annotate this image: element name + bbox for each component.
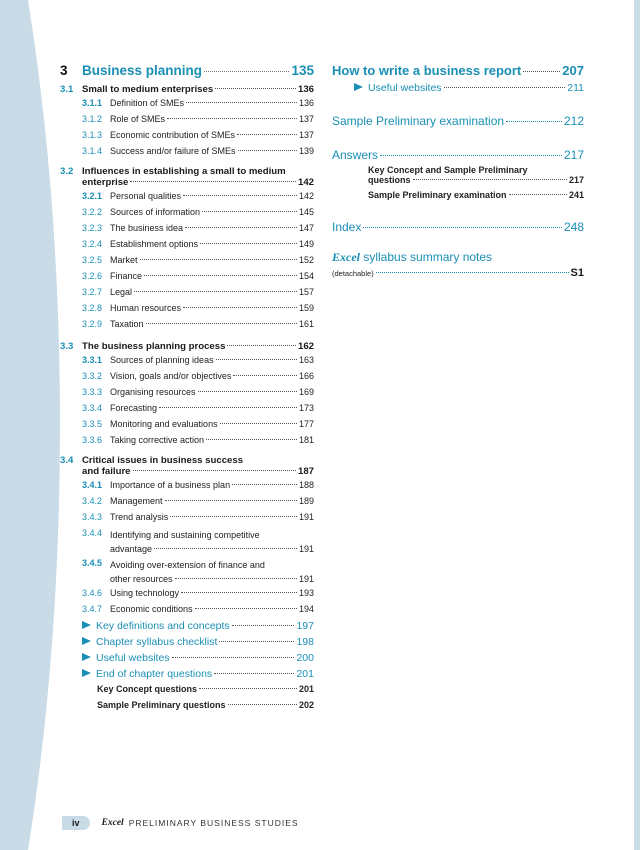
subsection-title: Trend analysis [110, 512, 169, 522]
subsection-title: Establishment options [110, 239, 199, 249]
question-title: Sample Preliminary questions [97, 700, 226, 710]
subsection-entry[interactable] [60, 271, 314, 287]
section-page: 162 [297, 341, 314, 352]
subsection-page: 149 [298, 239, 314, 249]
leader-dots [238, 150, 297, 151]
subsection-title-line1: Avoiding over-extension of finance and [110, 560, 265, 570]
subsection-entry[interactable] [60, 114, 314, 130]
chapter-title: Business planning [82, 63, 203, 78]
subsection-title: Importance of a business plan [110, 480, 231, 490]
subsection-entry[interactable] [60, 604, 314, 620]
leader-dots [200, 243, 297, 244]
feature-entry[interactable] [60, 652, 314, 668]
leader-dots [202, 211, 297, 212]
subsection-entry[interactable] [60, 255, 314, 271]
subsection-number: 3.4.3 [82, 512, 103, 522]
section-title: Small to medium enterprises [82, 84, 214, 95]
subsection-title-line1: Identifying and sustaining competitive [110, 530, 260, 540]
question-title: Key Concept questions [97, 684, 198, 694]
excel-logo: Excel [332, 250, 360, 264]
subsection-title: Taxation [110, 319, 144, 329]
subsection-number: 3.3.4 [82, 403, 103, 413]
leader-dots [154, 548, 297, 549]
subsection-title: Taking corrective action [110, 435, 205, 445]
leader-dots [130, 181, 296, 182]
subsection-number: 3.3.1 [82, 355, 103, 365]
subsection-number: 3.3.3 [82, 387, 103, 397]
subsection-number: 3.1.2 [82, 114, 103, 124]
subsection-number: 3.2.8 [82, 303, 103, 313]
leader-dots [215, 88, 296, 89]
feature-entry[interactable] [60, 620, 314, 636]
leader-dots [380, 155, 562, 156]
subsection-entry[interactable] [60, 588, 314, 604]
subsection-page: 159 [298, 303, 314, 313]
subsection-entry[interactable] [60, 435, 314, 451]
leader-dots [134, 291, 297, 292]
toc-left-column [60, 63, 314, 716]
subsection-page: 169 [298, 387, 314, 397]
subsection-page: 191 [298, 574, 314, 584]
entry-title-line2: questions [368, 175, 411, 185]
entry-page: 212 [563, 114, 584, 128]
subsection-number: 3.2.9 [82, 319, 103, 329]
question-entry[interactable] [60, 684, 314, 700]
leader-dots [167, 118, 297, 119]
arrow-bullet-icon [82, 669, 91, 677]
subsection-page: 188 [298, 480, 314, 490]
subsection-entry[interactable] [60, 287, 314, 303]
entry-page: 248 [563, 220, 584, 234]
feature-title: Useful websites [96, 652, 170, 664]
subsection-entry[interactable] [60, 371, 314, 387]
subsection-entry[interactable] [60, 558, 314, 586]
page-number: iv [62, 816, 90, 830]
subsection-entry[interactable] [60, 355, 314, 371]
footer-excel-logo: Excel [101, 818, 124, 828]
section-title-line2: and failure [82, 466, 131, 477]
subsection-number: 3.4.5 [82, 558, 103, 568]
subsection-number: 3.2.5 [82, 255, 103, 265]
subsection-title: Organising resources [110, 387, 196, 397]
subsection-number: 3.2.4 [82, 239, 103, 249]
leader-dots [159, 407, 297, 408]
section-page: 187 [297, 466, 314, 477]
subsection-entry[interactable] [60, 319, 314, 335]
entry-page: 211 [567, 82, 584, 94]
leader-dots [232, 484, 297, 485]
leader-dots [237, 134, 297, 135]
toc-entry-answers-key-concept[interactable] [332, 165, 584, 185]
feature-title: Chapter syllabus checklist [96, 636, 218, 648]
subsection-title: Management [110, 496, 163, 506]
subsection-page: 191 [298, 544, 314, 554]
subsection-number: 3.2.6 [82, 271, 103, 281]
subsection-title-line2: advantage [110, 544, 153, 554]
subsection-page: 189 [298, 496, 314, 506]
leader-dots [172, 657, 295, 658]
subsection-page: 191 [298, 512, 314, 522]
leader-dots [140, 259, 297, 260]
section-3-2[interactable] [60, 166, 314, 188]
subsection-page: 181 [298, 435, 314, 445]
subsection-entry[interactable] [60, 223, 314, 239]
leader-dots [198, 391, 297, 392]
leader-dots [232, 625, 295, 626]
leader-dots [185, 227, 297, 228]
leader-dots [214, 673, 294, 674]
subsection-page: 137 [298, 130, 314, 140]
leader-dots [195, 608, 297, 609]
section-number: 3.2 [60, 166, 74, 177]
entry-title-line1: Key Concept and Sample Preliminary [368, 165, 528, 175]
toc-entry-sample-exam[interactable] [332, 114, 584, 128]
subsection-title: Monitoring and evaluations [110, 419, 218, 429]
leader-dots [146, 323, 297, 324]
entry-title: How to write a business report [332, 63, 522, 78]
toc-entry-index[interactable] [332, 220, 584, 234]
leader-dots [376, 272, 569, 273]
leader-dots [523, 71, 560, 72]
subsection-title: Human resources [110, 303, 182, 313]
subsection-title-line2: other resources [110, 574, 173, 584]
leader-dots [181, 592, 297, 593]
entry-title: syllabus summary notes [363, 250, 493, 264]
subsection-entry[interactable] [60, 496, 314, 512]
subsection-entry[interactable] [60, 191, 314, 207]
leader-dots [186, 102, 297, 103]
entry-title: Index [332, 220, 362, 234]
subsection-number: 3.4.2 [82, 496, 103, 506]
question-entry[interactable] [60, 700, 314, 716]
subsection-page: 152 [298, 255, 314, 265]
leader-dots [133, 470, 296, 471]
leader-dots [413, 179, 567, 180]
subsection-page: 157 [298, 287, 314, 297]
footer-book-title: PRELIMINARY BUSINESS STUDIES [128, 818, 299, 828]
entry-title: Answers [332, 148, 379, 162]
subsection-title: Legal [110, 287, 133, 297]
subsection-entry[interactable] [60, 98, 314, 114]
entry-title: Useful websites [368, 82, 442, 94]
subsection-page: 163 [298, 355, 314, 365]
entry-page: 207 [562, 63, 584, 78]
leader-dots [199, 688, 297, 689]
question-page: 201 [298, 684, 314, 694]
subsection-entry[interactable] [60, 239, 314, 255]
section-number: 3.1 [60, 84, 74, 95]
subsection-number: 3.2.7 [82, 287, 103, 297]
subsection-page: 193 [298, 588, 314, 598]
subsection-number: 3.2.3 [82, 223, 103, 233]
arrow-bullet-icon [82, 621, 91, 629]
section-number: 3.3 [60, 341, 74, 352]
subsection-title: Using technology [110, 588, 180, 598]
leader-dots [183, 307, 297, 308]
subsection-title: Vision, goals and/or objectives [110, 371, 232, 381]
subsection-number: 3.2.1 [82, 191, 103, 201]
entry-page: 217 [563, 148, 584, 162]
subsection-page: 142 [298, 191, 314, 201]
subsection-entry[interactable] [60, 480, 314, 496]
subsection-title: Forecasting [110, 403, 158, 413]
entry-title: Sample Preliminary examination [368, 190, 507, 200]
subsection-number: 3.1.1 [82, 98, 103, 108]
arrow-bullet-icon [82, 637, 91, 645]
subsection-entry[interactable] [60, 528, 314, 556]
entry-page: S1 [570, 267, 584, 279]
leader-dots [144, 275, 297, 276]
subsection-page: 136 [298, 98, 314, 108]
subsection-number: 3.3.6 [82, 435, 103, 445]
leader-dots [227, 345, 296, 346]
subsection-entry[interactable] [60, 130, 314, 146]
toc-right-column [332, 63, 584, 279]
feature-title: End of chapter questions [96, 668, 213, 680]
page-footer [62, 815, 322, 831]
entry-page: 217 [568, 175, 584, 185]
subsection-title: Sources of planning ideas [110, 355, 214, 365]
section-page: 142 [297, 177, 314, 188]
subsection-entry[interactable] [60, 419, 314, 435]
leader-dots [165, 500, 297, 501]
leader-dots [216, 359, 297, 360]
chapter-heading[interactable] [60, 63, 314, 78]
subsection-page: 139 [298, 146, 314, 156]
subsection-number: 3.4.6 [82, 588, 103, 598]
entry-title: Sample Preliminary examination [332, 114, 505, 128]
subsection-number: 3.4.1 [82, 480, 103, 490]
feature-entry[interactable] [60, 636, 314, 652]
feature-page: 198 [296, 636, 314, 648]
subsection-entry[interactable] [60, 207, 314, 223]
arrow-bullet-icon [82, 653, 91, 661]
chapter-page: 135 [291, 63, 314, 78]
toc-entry-syllabus-notes[interactable] [332, 250, 584, 279]
section-page: 136 [297, 84, 314, 95]
section-3-1[interactable] [60, 84, 314, 95]
subsection-title: Definition of SMEs [110, 98, 185, 108]
subsection-entry[interactable] [60, 146, 314, 162]
subsection-entry[interactable] [60, 387, 314, 403]
subsection-title: Market [110, 255, 138, 265]
subsection-title: Success and/or failure of SMEs [110, 146, 236, 156]
leader-dots [206, 439, 297, 440]
toc-entry-useful-websites[interactable] [332, 82, 584, 94]
feature-entry[interactable] [60, 668, 314, 684]
section-number: 3.4 [60, 455, 74, 466]
question-page: 202 [298, 700, 314, 710]
section-3-4[interactable] [60, 455, 314, 477]
leader-dots [204, 71, 289, 72]
leader-dots [506, 121, 562, 122]
toc-entry-business-report[interactable] [332, 63, 584, 78]
subsection-title: Finance [110, 271, 143, 281]
leader-dots [228, 704, 297, 705]
subsection-entry[interactable] [60, 403, 314, 419]
leader-dots [219, 641, 294, 642]
leader-dots [363, 227, 562, 228]
feature-page: 201 [296, 668, 314, 680]
subsection-page: 137 [298, 114, 314, 124]
feature-page: 200 [296, 652, 314, 664]
leader-dots [444, 87, 566, 88]
leader-dots [175, 578, 297, 579]
subsection-page: 194 [298, 604, 314, 614]
leader-dots [220, 423, 297, 424]
toc-entry-answers-exam[interactable] [332, 190, 584, 200]
entry-page: 241 [568, 190, 584, 200]
subsection-page: 145 [298, 207, 314, 217]
subsection-number: 3.1.4 [82, 146, 103, 156]
subsection-title: Role of SMEs [110, 114, 166, 124]
subsection-entry[interactable] [60, 512, 314, 528]
section-title: The business planning process [82, 341, 226, 352]
detachable-note: (detachable) [332, 269, 374, 278]
subsection-page: 166 [298, 371, 314, 381]
subsection-number: 3.1.3 [82, 130, 103, 140]
subsection-page: 161 [298, 319, 314, 329]
leader-dots [170, 516, 297, 517]
leader-dots [233, 375, 297, 376]
section-title-line2: enterprise [82, 177, 129, 188]
subsection-number: 3.4.7 [82, 604, 103, 614]
subsection-title: The business idea [110, 223, 184, 233]
subsection-title: Sources of information [110, 207, 201, 217]
section-title-line1: Influences in establishing a small to medium [82, 166, 286, 177]
subsection-page: 173 [298, 403, 314, 413]
feature-page: 197 [296, 620, 314, 632]
subsection-title: Personal qualities [110, 191, 182, 201]
arrow-bullet-icon [354, 83, 363, 91]
subsection-page: 154 [298, 271, 314, 281]
subsection-page: 147 [298, 223, 314, 233]
subsection-number: 3.2.2 [82, 207, 103, 217]
leader-dots [183, 195, 297, 196]
subsection-title: Economic contribution of SMEs [110, 130, 236, 140]
subsection-number: 3.4.4 [82, 528, 103, 538]
leader-dots [509, 194, 567, 195]
subsection-number: 3.3.2 [82, 371, 103, 381]
subsection-title: Economic conditions [110, 604, 193, 614]
section-3-3[interactable] [60, 341, 314, 352]
section-title-line1: Critical issues in business success [82, 455, 244, 466]
subsection-entry[interactable] [60, 303, 314, 319]
feature-title: Key definitions and concepts [96, 620, 230, 632]
right-edge-strip [634, 0, 640, 850]
toc-entry-answers[interactable] [332, 148, 584, 162]
subsection-number: 3.3.5 [82, 419, 103, 429]
subsection-page: 177 [298, 419, 314, 429]
chapter-number: 3 [60, 63, 68, 78]
